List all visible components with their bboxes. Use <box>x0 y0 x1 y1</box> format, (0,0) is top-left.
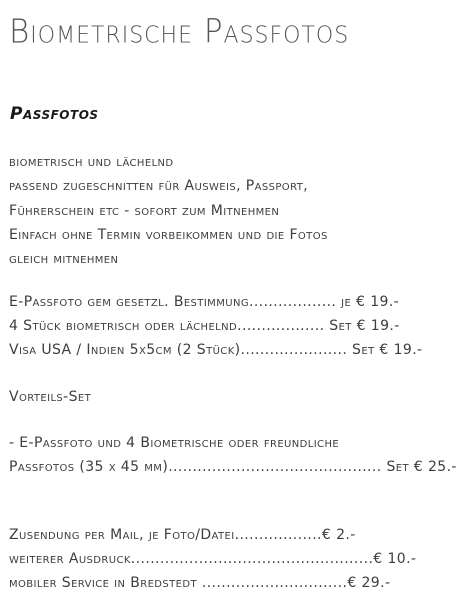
description-line: Einfach ohne Termin vorbeikommen und die Fotos <box>9 227 328 243</box>
description-line: Führerschein etc - sofort zum Mitnehmen <box>9 203 280 219</box>
description-line: passend zugeschnitten für Ausweis, Passport, <box>9 178 309 194</box>
description-line: gleich mitnehmen <box>9 251 119 267</box>
vorteils-line: - E-Passfoto und 4 Biometrische oder freundliche <box>9 435 340 451</box>
service-line: Zusendung per Mail, je Foto/Datei..................€ 2.- <box>9 527 356 543</box>
vorteils-line: Passfotos (35 x 45 mm)............................................ Set € 25.- <box>9 459 457 475</box>
service-line: weiterer Ausdruck..................................................€ 10.- <box>9 551 417 567</box>
price-line: Visa USA / Indien 5x5cm (2 Stück)...................... Set € 19.- <box>9 342 423 358</box>
price-line: E-Passfoto gem gesetzl. Bestimmung.................. je € 19.- <box>9 294 400 310</box>
vorteils-set-label: Vorteils-Set <box>9 389 92 405</box>
page-title: Biometrische Passfotos <box>9 13 350 51</box>
price-line: 4 Stück biometrisch oder lächelnd.................. Set € 19.- <box>9 318 400 334</box>
service-line: mobiler Service in Bredstedt ..............................€ 29.- <box>9 575 391 591</box>
description-line: biometrisch und lächelnd <box>9 154 174 170</box>
section-heading: Passfotos <box>10 104 99 124</box>
